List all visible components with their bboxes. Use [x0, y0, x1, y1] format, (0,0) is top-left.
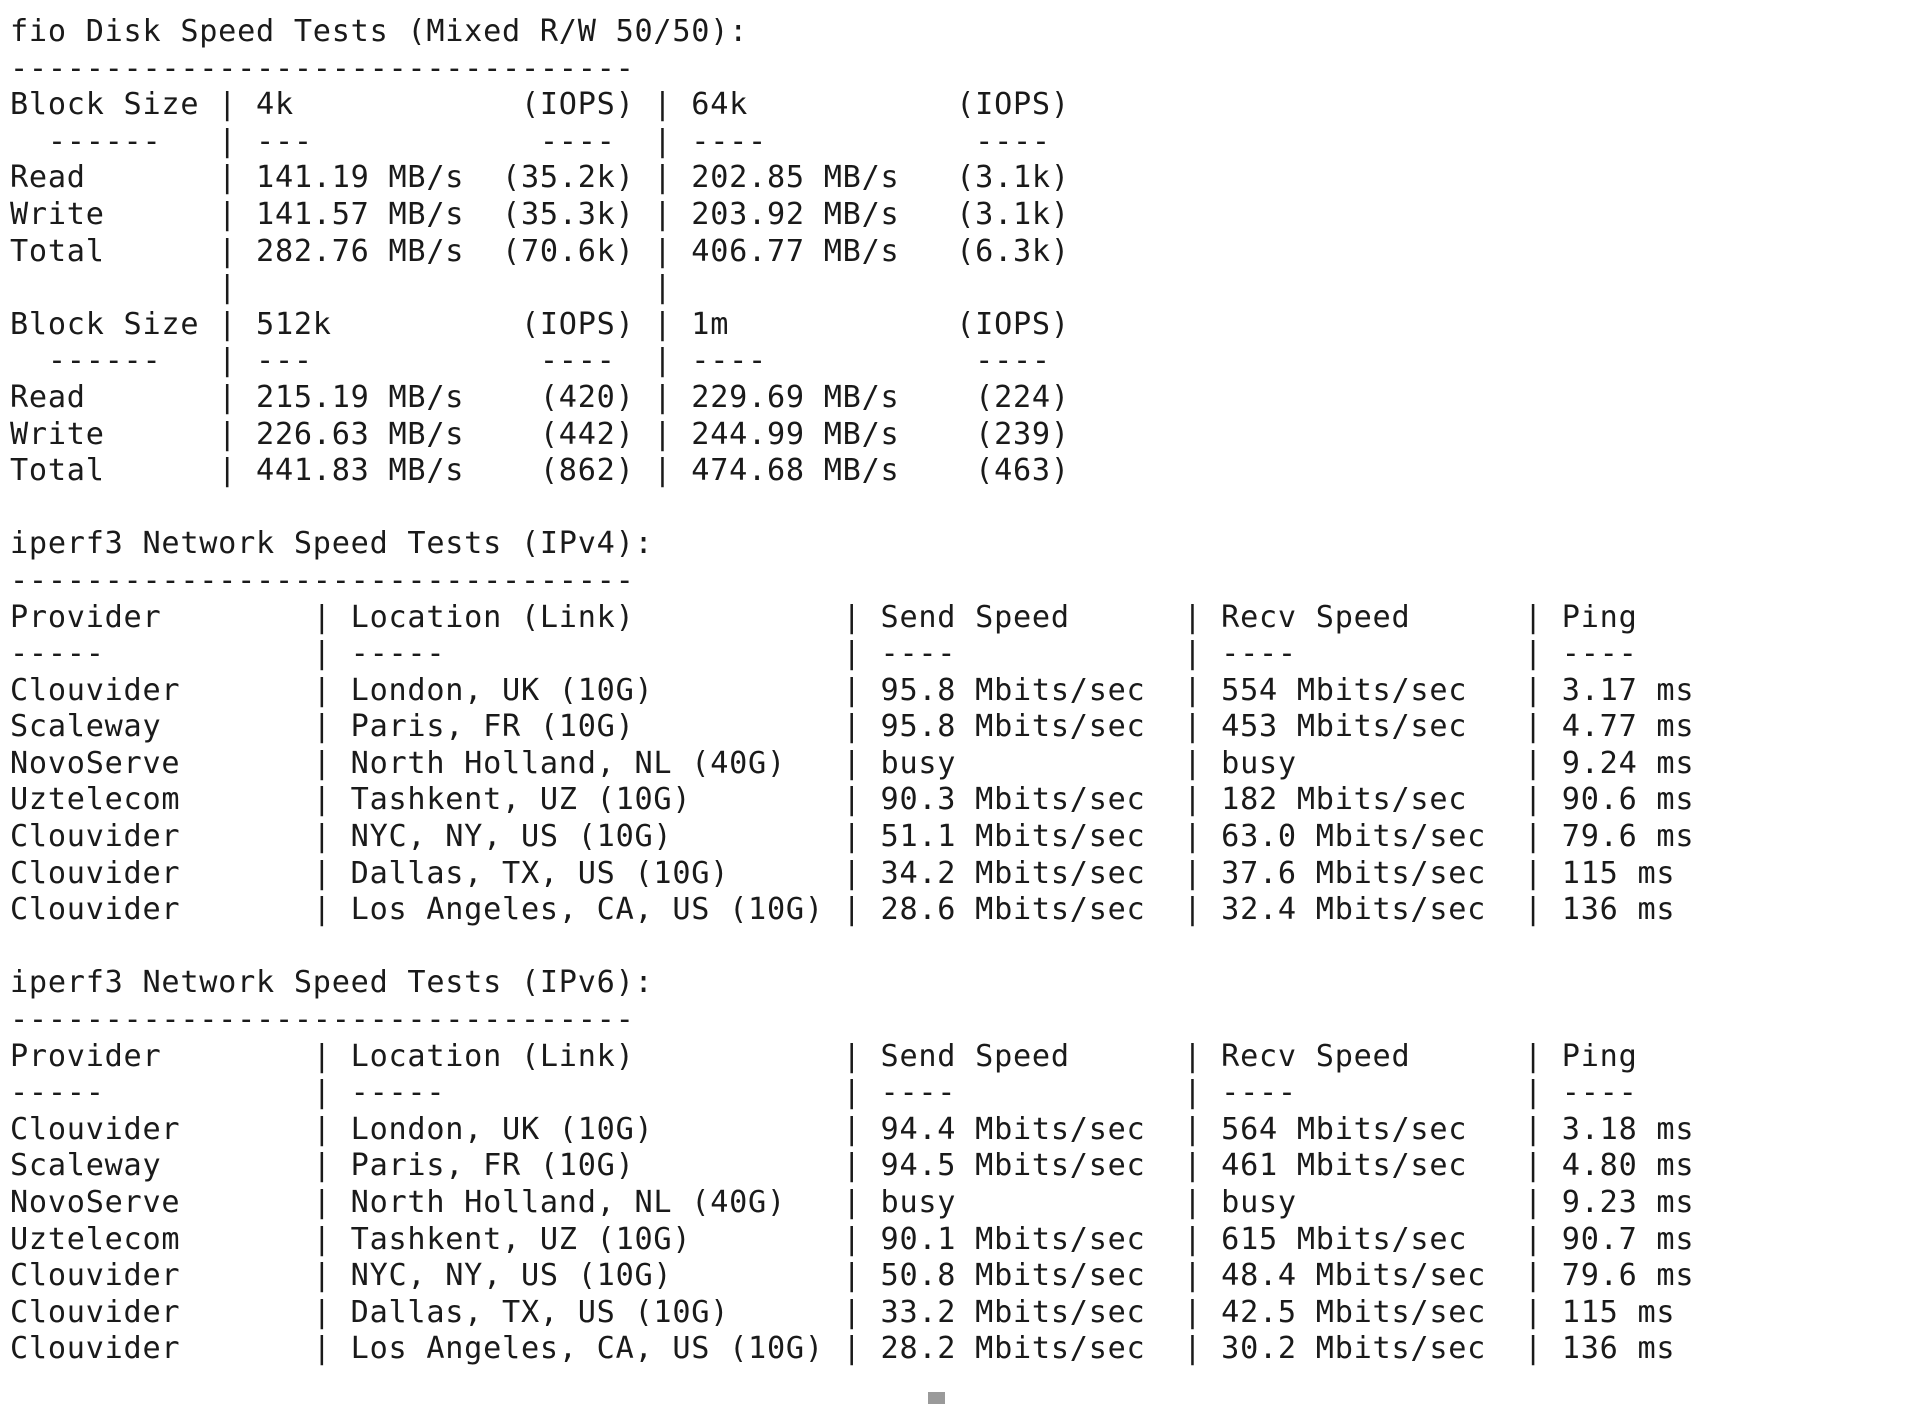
- terminal-line: ------ | --- ---- | ---- ----: [10, 343, 1070, 379]
- terminal-output[interactable]: [10, 14, 1694, 1368]
- terminal-line: ------ | --- ---- | ---- ----: [10, 123, 1070, 159]
- terminal-line: Total | 282.76 MB/s (70.6k) | 406.77 MB/s (6.3k): [10, 233, 1070, 269]
- terminal-line: NovoServe | North Holland, NL (40G) | busy | busy | 9.23 ms: [10, 1185, 1695, 1220]
- terminal-line: iperf3 Network Speed Tests (IPv6):: [10, 965, 654, 1001]
- terminal-line: Clouvider | Dallas, TX, US (10G) | 34.2 Mbits/sec | 37.6 Mbits/sec | 115 ms: [10, 855, 1676, 891]
- terminal-line: Block Size | 512k (IOPS) | 1m (IOPS): [10, 306, 1070, 342]
- terminal-line: Clouvider | London, UK (10G) | 95.8 Mbits/sec | 554 Mbits/sec | 3.17 ms: [10, 672, 1695, 708]
- terminal-line: iperf3 Network Speed Tests (IPv4):: [10, 526, 654, 562]
- terminal-line: Scaleway | Paris, FR (10G) | 95.8 Mbits/sec | 453 Mbits/sec | 4.77 ms: [10, 709, 1695, 745]
- terminal-line: Uztelecom | Tashkent, UZ (10G) | 90.3 Mbits/sec | 182 Mbits/sec | 90.6 ms: [10, 782, 1695, 818]
- terminal-line: ---------------------------------: [10, 562, 635, 598]
- terminal-line: [10, 929, 1694, 966]
- terminal-line: Write | 141.57 MB/s (35.3k) | 203.92 MB/s (3.1k): [10, 196, 1070, 232]
- terminal-line: Write | 226.63 MB/s (442) | 244.99 MB/s (239): [10, 416, 1070, 452]
- terminal-line: | |: [10, 270, 1070, 306]
- terminal-cursor: [928, 1392, 945, 1404]
- terminal-line: Provider | Location (Link) | Send Speed | Recv Speed | Ping: [10, 1038, 1638, 1074]
- terminal-line: Clouvider | Los Angeles, CA, US (10G) | 28.6 Mbits/sec | 32.4 Mbits/sec | 136 ms: [10, 892, 1676, 928]
- terminal-line: NovoServe | North Holland, NL (40G) | busy | busy | 9.24 ms: [10, 745, 1695, 781]
- terminal-line: Total | 441.83 MB/s (862) | 474.68 MB/s (463): [10, 453, 1070, 489]
- terminal-line: Clouvider | London, UK (10G) | 94.4 Mbits/sec | 564 Mbits/sec | 3.18 ms: [10, 1111, 1695, 1147]
- terminal-line: Clouvider | NYC, NY, US (10G) | 50.8 Mbits/sec | 48.4 Mbits/sec | 79.6 ms: [10, 1258, 1695, 1294]
- terminal-line: Read | 215.19 MB/s (420) | 229.69 MB/s (224): [10, 379, 1070, 415]
- terminal-line: Clouvider | Dallas, TX, US (10G) | 33.2 Mbits/sec | 42.5 Mbits/sec | 115 ms: [10, 1294, 1676, 1330]
- terminal-line: ---------------------------------: [10, 1002, 635, 1038]
- terminal-line: [10, 490, 1694, 527]
- terminal-line: Clouvider | NYC, NY, US (10G) | 51.1 Mbits/sec | 63.0 Mbits/sec | 79.6 ms: [10, 819, 1695, 855]
- terminal-line: Block Size | 4k (IOPS) | 64k (IOPS): [10, 87, 1070, 123]
- terminal-line: Read | 141.19 MB/s (35.2k) | 202.85 MB/s (3.1k): [10, 160, 1070, 196]
- terminal-line: ----- | ----- | ---- | ---- | ----: [10, 1075, 1638, 1111]
- terminal-line: fio Disk Speed Tests (Mixed R/W 50/50):: [10, 14, 749, 49]
- terminal-line: Clouvider | Los Angeles, CA, US (10G) | 28.2 Mbits/sec | 30.2 Mbits/sec | 136 ms: [10, 1331, 1676, 1367]
- terminal-line: Uztelecom | Tashkent, UZ (10G) | 90.1 Mbits/sec | 615 Mbits/sec | 90.7 ms: [10, 1221, 1695, 1257]
- terminal-line: ---------------------------------: [10, 50, 635, 86]
- terminal-line: ----- | ----- | ---- | ---- | ----: [10, 636, 1638, 672]
- terminal-line: Provider | Location (Link) | Send Speed | Recv Speed | Ping: [10, 599, 1638, 635]
- terminal-line: Scaleway | Paris, FR (10G) | 94.5 Mbits/sec | 461 Mbits/sec | 4.80 ms: [10, 1148, 1695, 1184]
